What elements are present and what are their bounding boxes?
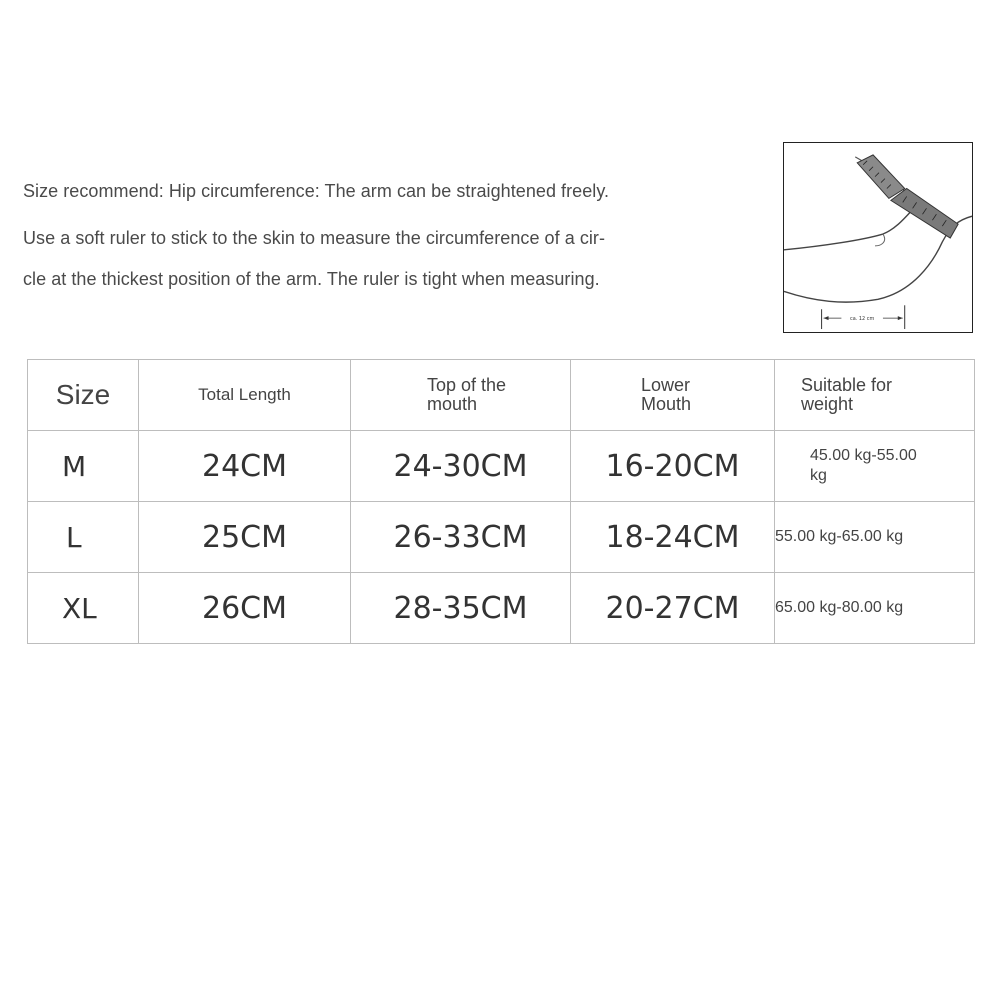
size-chart-table (27, 359, 975, 644)
header-top-of-mouth-line2: mouth (427, 394, 478, 414)
header-lower-mouth-line1: Lower (641, 375, 691, 395)
table-row (28, 573, 975, 644)
lower-mouth-cell: 20-27CM (571, 573, 775, 644)
weight-cell: 65.00 kg-80.00 kg (775, 573, 975, 644)
weight-cell (775, 431, 975, 502)
header-total-length: Total Length (139, 360, 351, 431)
header-top-of-mouth (351, 360, 571, 431)
intro-line-3: cle at the thickest position of the arm. The ruler is tight when measuring. (23, 269, 600, 289)
arm-measurement-illustration (783, 142, 973, 333)
header-top-of-mouth-line1: Top of the (427, 375, 507, 395)
header-weight-line2: weight (801, 394, 854, 414)
header-weight-line1: Suitable for (801, 375, 893, 395)
header-lower-mouth-line2: Mouth (641, 394, 692, 414)
weight-line2: kg (810, 467, 827, 484)
header-size: Size (28, 360, 139, 431)
total-length-cell: 25CM (139, 502, 351, 573)
intro-line-1: Size recommend: Hip circumference: The arm can be straightened freely. (23, 181, 610, 201)
arm-measurement-icon (784, 143, 972, 332)
weight-line1: 45.00 kg-55.00 (810, 447, 917, 464)
table-header-row (28, 360, 975, 431)
total-length-cell: 24CM (139, 431, 351, 502)
table-row (28, 502, 975, 573)
size-cell: M (28, 431, 139, 502)
intro-line-2: Use a soft ruler to stick to the skin to measure the circumference of a cir- (23, 228, 606, 248)
lower-mouth-cell: 16-20CM (571, 431, 775, 502)
table-row (28, 431, 975, 502)
size-cell: XL (28, 573, 139, 644)
total-length-cell: 26CM (139, 573, 351, 644)
header-suitable-weight (775, 360, 975, 431)
lower-mouth-cell: 18-24CM (571, 502, 775, 573)
ruler-label: ca. 12 cm (850, 316, 875, 323)
size-cell: L (28, 502, 139, 573)
top-mouth-cell: 28-35CM (351, 573, 571, 644)
weight-cell: 55.00 kg-65.00 kg (775, 502, 975, 573)
top-mouth-cell: 26-33CM (351, 502, 571, 573)
top-mouth-cell: 24-30CM (351, 431, 571, 502)
header-lower-mouth (571, 360, 775, 431)
